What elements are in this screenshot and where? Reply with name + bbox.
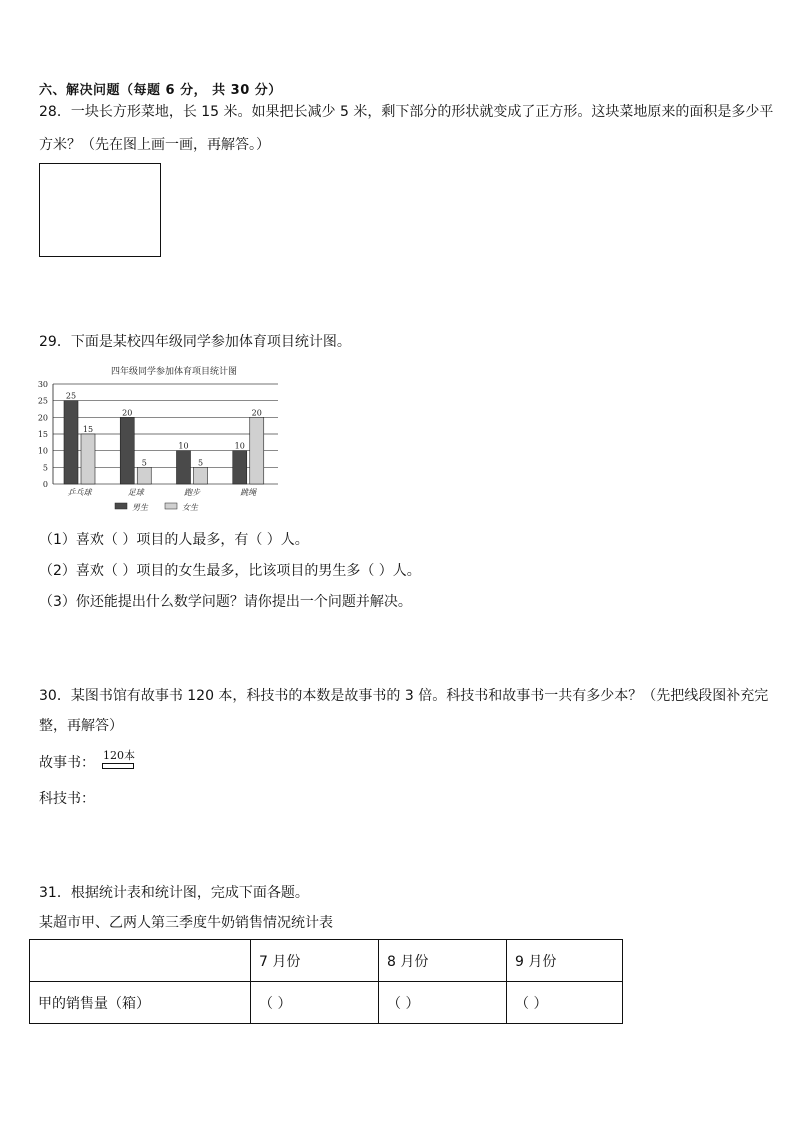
data-label: 20 <box>251 408 262 418</box>
sales-table <box>29 939 623 1024</box>
q29-sub3: （3）你还能提出什么数学问题？请你提出一个问题并解决。 <box>39 594 412 610</box>
table-row <box>30 982 623 1024</box>
table-header-row <box>30 940 623 982</box>
data-label: 20 <box>122 408 133 418</box>
y-tick-label: 15 <box>37 430 48 439</box>
y-tick-label: 25 <box>37 396 48 406</box>
bar <box>64 401 78 484</box>
data-label: 10 <box>234 441 245 451</box>
legend-label: 女生 <box>182 503 198 512</box>
y-tick-label: 20 <box>37 413 48 423</box>
data-label: 5 <box>197 458 204 468</box>
q29-bar-chart <box>35 362 285 517</box>
chart-title: 四年级同学参加体育项目统计图 <box>110 367 238 377</box>
q29-text: 29．下面是某校四年级同学参加体育项目统计图。 <box>39 334 351 350</box>
legend-label: 男生 <box>132 503 148 512</box>
y-tick-label: 0 <box>42 480 48 489</box>
table-header-cell: 8 月份 <box>379 940 507 982</box>
data-label: 5 <box>141 458 147 468</box>
q30-text-line1: 30．某图书馆有故事书 120 本，科技书的本数是故事书的 3 倍。科技书和故事书一共有多少本？（先把线段图补充完 <box>39 688 769 704</box>
answer-blank[interactable]: （ ） <box>251 982 379 1024</box>
q29-sub1: （1）喜欢（ ）项目的人最多，有（ ）人。 <box>39 532 309 548</box>
x-tick-label: 跳绳 <box>240 488 257 497</box>
y-tick-label: 10 <box>37 446 48 456</box>
section-title: 六、解决问题（每题 6 分， 共 30 分） <box>39 83 282 98</box>
data-label: 10 <box>178 441 189 451</box>
q29-sub2: （2）喜欢（ ）项目的女生最多，比该项目的男生多（ ）人。 <box>39 563 421 579</box>
x-tick-label: 乒乓球 <box>67 488 92 497</box>
q28-text-line2: 方米？（先在图上画一画，再解答。） <box>39 137 270 153</box>
x-tick-label: 跑步 <box>184 488 200 497</box>
legend-swatch <box>115 503 127 509</box>
story-book-segment <box>102 763 134 769</box>
x-tick-label: 足球 <box>127 488 144 497</box>
data-label: 25 <box>65 391 77 401</box>
tech-book-label: 科技书： <box>39 791 95 807</box>
table-header-cell: 9 月份 <box>507 940 623 982</box>
legend-swatch <box>165 503 177 509</box>
table-header-cell: 7 月份 <box>251 940 379 982</box>
bar <box>177 451 191 484</box>
table-cell: 甲的销售量（箱） <box>30 982 251 1024</box>
segment-label: 120本 <box>103 749 135 762</box>
q28-drawing-rectangle[interactable] <box>39 163 161 257</box>
q31-text: 31．根据统计表和统计图，完成下面各题。 <box>39 885 309 901</box>
data-label: 15 <box>82 425 94 434</box>
table-header-cell <box>30 940 251 982</box>
bar <box>233 451 247 484</box>
answer-blank[interactable]: （ ） <box>379 982 507 1024</box>
story-book-label: 故事书： <box>39 755 95 771</box>
y-tick-label: 5 <box>42 463 48 473</box>
bar <box>194 467 208 484</box>
answer-blank[interactable]: （ ） <box>507 982 623 1024</box>
bar <box>250 417 264 484</box>
y-tick-label: 30 <box>37 380 48 389</box>
bar <box>120 417 134 484</box>
q31-table-title: 某超市甲、乙两人第三季度牛奶销售情况统计表 <box>39 915 333 931</box>
bar <box>81 434 95 484</box>
bar <box>137 467 151 484</box>
q30-text-line2: 整，再解答） <box>39 718 123 734</box>
q28-text-line1: 28．一块长方形菜地，长 15 米。如果把长减少 5 米，剩下部分的形状就变成了正方形。这块菜地原来的面积是多少平 <box>39 104 774 120</box>
